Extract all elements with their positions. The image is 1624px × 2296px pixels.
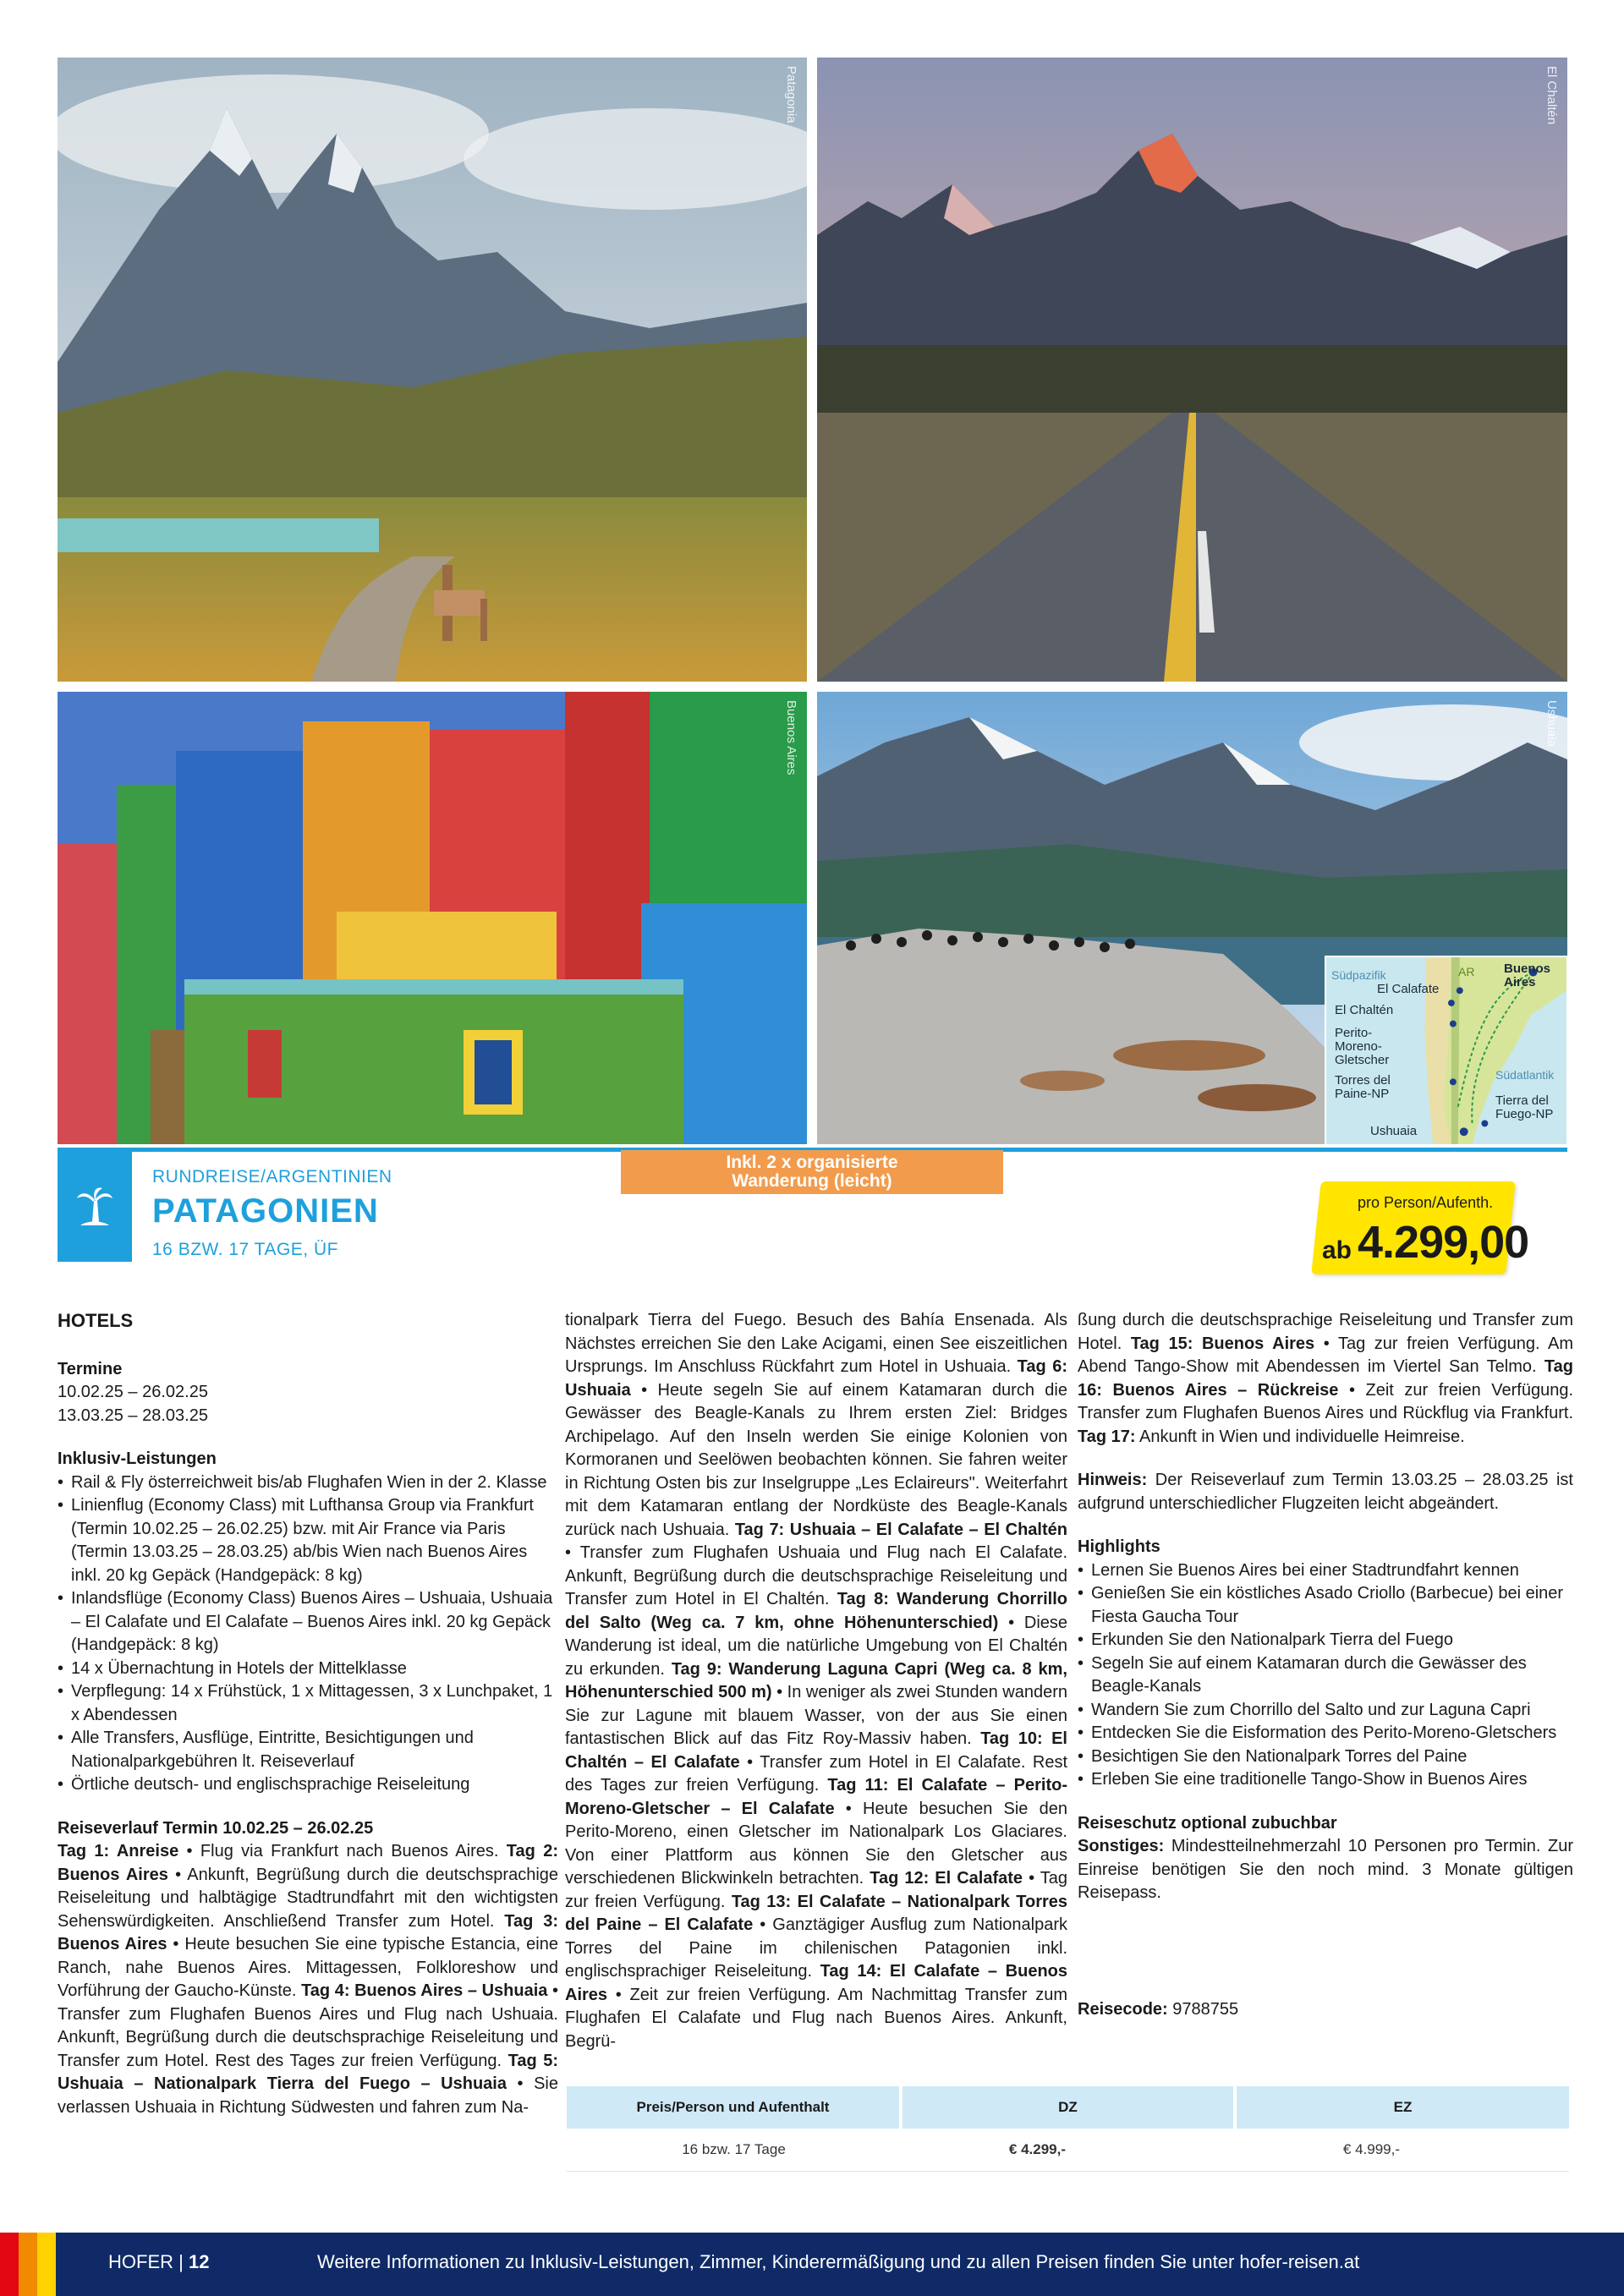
price-table bbox=[567, 2086, 1569, 2172]
itinerary-text bbox=[58, 1840, 558, 2119]
list-item: • Entdecken Sie die Eisformation des Perito-Moreno-Gletschers bbox=[1078, 1722, 1573, 1745]
footer-stripe-orange bbox=[19, 2233, 37, 2296]
day-text: • Heute segeln Sie auf einem Katamaran durch die Gewässer des Beagle-Kanals zu Ihrem ersten Ziel: Bridges Archipelago. Auf den Inseln werden Sie einige Kolonien von Kormoranen und Seelöwen beobachten können. Sie fahren weiter in Richtung Osten bis zur Inselgruppe „Les Eclaireurs". Weiterfahrt mit dem Katamaran entlang der Nordküste des Beagle-Kanals zurück nach Ushuaia. bbox=[565, 1380, 1067, 1539]
day-title: Tag 16: Buenos Aires – Rückreise bbox=[1078, 1357, 1573, 1400]
table-header-row bbox=[567, 2086, 1569, 2129]
reisecode bbox=[1078, 1998, 1573, 2022]
day-title: Tag 9: Wanderung Laguna Capri (Weg ca. 8 km, Höhenunterschied 500 m) bbox=[565, 1659, 1067, 1701]
map-label-el-calafate: El Calafate bbox=[1377, 982, 1440, 996]
day-text: • Heute besuchen Sie den Perito-Moreno, einen Gletscher im Nationalpark Los Glaciares. Von einer Plattform aus können Sie den Gletscher aus verschiedenen Blickwinkeln betrachten. bbox=[565, 1799, 1067, 1888]
list-item: • Segeln Sie auf einem Katamaran durch die Gewässer des Beagle-Kanals bbox=[1078, 1652, 1573, 1699]
itinerary-text bbox=[1078, 1309, 1573, 1449]
day-text: • Diese Wanderung ist ideal, um die natürliche Umgebung von El Chaltén zu erkunden. bbox=[565, 1613, 1068, 1679]
photo-caption: Patagonia bbox=[784, 66, 798, 123]
inklusiv-heading: Inklusiv-Leistungen bbox=[58, 1449, 217, 1468]
map-label-arg: AR bbox=[1458, 965, 1475, 978]
hiking-badge-line2: Wanderung (leicht) bbox=[732, 1171, 892, 1191]
day-title: Tag 13: El Calafate – Nationalpark Torres del Paine – El Calafate bbox=[565, 1892, 1068, 1934]
map-label-buenos-aires: Buenos Aires bbox=[1504, 962, 1551, 989]
price-label: pro Person/Aufenth. bbox=[1358, 1194, 1494, 1211]
hiking-badge bbox=[621, 1150, 1003, 1194]
footer-brand: HOFER | 12 bbox=[108, 2251, 210, 2272]
day-text: Ankunft in Wien und individuelle Heimreise. bbox=[1135, 1427, 1465, 1446]
day-title: Tag 14: El Calafate – Buenos Aires bbox=[565, 1962, 1068, 2004]
column-highlights-and-info bbox=[1078, 1309, 1573, 2021]
day-title: Tag 5: Ushuaia – Nationalpark Tierra del Fuego – Ushuaia bbox=[58, 2051, 558, 2093]
footer-stripe-red bbox=[0, 2233, 19, 2296]
list-item: • Genießen Sie ein köstliches Asado Criollo (Barbecue) bei einer Fiesta Gaucha Tour bbox=[1078, 1582, 1573, 1629]
day-text: • Zeit zur freien Verfügung. Transfer zum Flughafen Buenos Aires und Rückflug via Frankfurt. bbox=[1078, 1380, 1574, 1422]
day-text: • Ganztägiger Ausflug zum Nationalpark Torres del Paine im chilenischen Patagonien inkl. englischsprachiger Reiseleitung. bbox=[565, 1915, 1067, 1981]
day-title: Tag 6: Ushuaia bbox=[565, 1357, 1067, 1400]
list-item: • Erleben Sie eine traditionelle Tango-Show in Buenos Aires bbox=[1078, 1768, 1573, 1792]
map-label-perito-moreno: Perito-Moreno-Gletscher bbox=[1335, 1026, 1390, 1067]
highlights-heading: Highlights bbox=[1078, 1537, 1160, 1556]
price-prefix: ab bbox=[1322, 1236, 1352, 1264]
table-cell: € 4.299,- bbox=[901, 2129, 1235, 2171]
map-label-tierra-del-fuego: Tierra del Fuego-NP bbox=[1495, 1093, 1554, 1121]
hinweis-note bbox=[1078, 1469, 1573, 1515]
list-item: • Lernen Sie Buenos Aires bei einer Stadtrundfahrt kennen bbox=[1078, 1559, 1573, 1583]
itinerary-text bbox=[565, 1309, 1067, 2053]
brand-name: HOFER bbox=[108, 2251, 173, 2272]
map-label-el-chalten: El Chaltén bbox=[1335, 1003, 1394, 1017]
page-number: 12 bbox=[188, 2251, 210, 2272]
palm-tree-icon bbox=[75, 1185, 114, 1229]
day-text: • Sie verlassen Ushuaia in Richtung Südwesten und fahren zum Na- bbox=[58, 2074, 558, 2117]
list-item: • Rail & Fly österreichweit bis/ab Flughafen Wien in der 2. Klasse bbox=[58, 1471, 558, 1495]
itinerary-heading: Reiseverlauf Termin 10.02.25 – 26.02.25 bbox=[58, 1818, 374, 1838]
day-text: • Zeit zur freien Verfügung. Am Nachmittag Transfer zum Flughafen El Calafate und Flug nach Buenos Aires. Ankunft, Begrü- bbox=[565, 1985, 1067, 2051]
trip-category: RUNDREISE/ARGENTINIEN bbox=[152, 1167, 392, 1186]
column-hotels-and-itinerary bbox=[58, 1309, 558, 2119]
day-title: Tag 2: Buenos Aires bbox=[58, 1842, 558, 1884]
hiking-badge-line1: Inkl. 2 x organisierte bbox=[726, 1153, 898, 1172]
list-item: • Örtliche deutsch- und englischsprachige Reiseleitung bbox=[58, 1773, 558, 1797]
section-hotels: HOTELS bbox=[58, 1310, 134, 1331]
list-item: • Verpflegung: 14 x Frühstück, 1 x Mittagessen, 3 x Lunchpaket, 1 x Abendessen bbox=[58, 1680, 558, 1727]
day-text: tionalpark Tierra del Fuego. Besuch des Bahía Ensenada. Als Nächstes erreichen Sie den Lake Acigami, einen See eiszeitlichen Ursprungs. Im Anschluss Rückfahrt zum Hotel in Ushuaia. bbox=[565, 1311, 1067, 1376]
termin-date: 10.02.25 – 26.02.25 bbox=[58, 1383, 208, 1401]
category-icon-box bbox=[58, 1152, 132, 1262]
footer-info: Weitere Informationen zu Inklusiv-Leistungen, Zimmer, Kinderermäßigung und zu allen Preisen finden Sie unter hofer-reisen.at bbox=[317, 2251, 1360, 2272]
sonstiges-label: Sonstiges: bbox=[1078, 1837, 1165, 1855]
day-text: ßung durch die deutschsprachige Reiseleitung und Transfer zum Hotel. bbox=[1078, 1311, 1573, 1353]
termin-date: 13.03.25 – 28.03.25 bbox=[58, 1406, 208, 1425]
list-item: • Wandern Sie zum Chorrillo del Salto und zur Laguna Capri bbox=[1078, 1699, 1573, 1723]
trip-duration: 16 BZW. 17 TAGE, ÜF bbox=[152, 1240, 338, 1259]
photo-caption: Buenos Aires bbox=[784, 700, 798, 775]
termine-heading: Termine bbox=[58, 1359, 123, 1378]
day-title: Tag 17: bbox=[1078, 1427, 1136, 1446]
map-label-suedpazifik: Südpazifik bbox=[1331, 968, 1386, 982]
table-header: DZ bbox=[901, 2086, 1235, 2129]
photo-torres-del-paine bbox=[58, 58, 807, 682]
sonstiges-text: Mindestteilnehmerzahl 10 Personen pro Termin. Zur Einreise benötigen Sie den noch mind. 3 Monate gültigen Reisepass. bbox=[1078, 1837, 1573, 1902]
reisecode-value: 9788755 bbox=[1167, 1999, 1239, 2019]
day-text: • Transfer zum Flughafen Buenos Aires und Flug nach Ushuaia. Ankunft, Begrüßung durch die deutschsprachige Reiseleitung und Transfer zum Hotel. Rest des Tages zur freien Verfügung. bbox=[58, 1981, 558, 2070]
day-title: Tag 1: Anreise bbox=[58, 1842, 179, 1860]
day-title: Tag 7: Ushuaia – El Calafate – El Chaltén bbox=[734, 1520, 1067, 1539]
list-item: • Linienflug (Economy Class) mit Lufthansa Group via Frankfurt (Termin 10.02.25 – 26.02.25) bzw. mit Air France via Paris (Termin 13.03.25 – 28.03.25) ab/bis Wien nach Buenos Aires inkl. 20 kg Gepäck (Handgepäck: 8 kg) bbox=[58, 1494, 558, 1587]
day-title: Tag 3: Buenos Aires bbox=[58, 1911, 558, 1954]
map-label-torres-del-paine: Torres del Paine-NP bbox=[1335, 1073, 1391, 1101]
photo-el-chalten-road bbox=[817, 58, 1567, 682]
day-title: Tag 10: El Chaltén – El Calafate bbox=[565, 1729, 1067, 1772]
day-text: • Transfer zum Flughafen Ushuaia und Flug nach El Calafate. Ankunft, Begrüßung durch die deutschsprachige Reiseleitung und Transfer zum Hotel in El Chaltén. bbox=[565, 1543, 1067, 1608]
day-title: Tag 12: El Calafate bbox=[870, 1869, 1023, 1888]
table-row bbox=[567, 2129, 1569, 2171]
day-text: • Tag zur freien Verfügung. Am Abend Tango-Show mit Abendessen im Viertel San Telmo. bbox=[1078, 1334, 1573, 1376]
hinweis-label: Hinweis: bbox=[1078, 1471, 1148, 1489]
list-item: • Besichtigen Sie den Nationalpark Torres del Paine bbox=[1078, 1745, 1573, 1769]
table-cell: 16 bzw. 17 Tage bbox=[567, 2129, 901, 2171]
list-item: • 14 x Übernachtung in Hotels der Mittelklasse bbox=[58, 1658, 558, 1681]
table-header: Preis/Person und Aufenthalt bbox=[567, 2086, 901, 2129]
photo-caption: El Chaltén bbox=[1544, 66, 1559, 125]
hinweis-text: Der Reiseverlauf zum Termin 13.03.25 – 28.03.25 ist aufgrund unterschiedlicher Flugzeiten leicht abgeändert. bbox=[1078, 1471, 1573, 1513]
day-text: • Heute besuchen Sie eine typische Estancia, eine Ranch, nahe Buenos Aires. Mittagessen, Folkloreshow und Vorführung der Gaucho-Künste. bbox=[58, 1935, 558, 2000]
photo-caption: Ushuaia bbox=[1544, 700, 1559, 748]
day-text: • Tag zur freien Verfügung. bbox=[565, 1869, 1067, 1911]
price-value: 4.299,00 bbox=[1358, 1217, 1529, 1268]
highlights-list bbox=[1078, 1559, 1573, 1792]
map-label-suedatlantik: Südatlantik bbox=[1495, 1068, 1555, 1082]
list-item: • Inlandsflüge (Economy Class) Buenos Aires – Ushuaia, Ushuaia – El Calafate und El Calafate – Buenos Aires inkl. 20 kg Gepäck (Handgepäck: 8 kg) bbox=[58, 1587, 558, 1658]
day-title: Tag 11: El Calafate – Perito-Moreno-Gletscher – El Calafate bbox=[565, 1776, 1067, 1818]
list-item: • Erkunden Sie den Nationalpark Tierra del Fuego bbox=[1078, 1629, 1573, 1652]
table-cell: € 4.999,- bbox=[1235, 2129, 1569, 2171]
day-title: Tag 15: Buenos Aires bbox=[1130, 1334, 1315, 1353]
day-text: • In weniger als zwei Stunden wandern Sie zur Lagune mit blauem Wasser, von der aus Sie einen fantastischen Blick auf das Fitz Roy-Massiv haben. bbox=[565, 1683, 1067, 1748]
page-title: PATAGONIEN bbox=[152, 1192, 379, 1230]
day-text: • Ankunft, Begrüßung durch die deutschsprachige Reiseleitung und halbtägige Stadtrundfahrt mit den wichtigsten Sehenswürdigkeiten. Anschließend Transfer zum Hotel. bbox=[58, 1865, 559, 1931]
reiseschutz-heading: Reiseschutz optional zubuchbar bbox=[1078, 1813, 1337, 1833]
list-item: • Alle Transfers, Ausflüge, Eintritte, Besichtigungen und Nationalparkgebühren lt. Reiseverlauf bbox=[58, 1727, 558, 1773]
photo-buenos-aires-la-boca bbox=[58, 692, 807, 1144]
map-label-ushuaia: Ushuaia bbox=[1370, 1124, 1418, 1138]
inklusiv-list bbox=[58, 1471, 558, 1797]
day-title: Tag 4: Buenos Aires – Ushuaia bbox=[301, 1981, 548, 2000]
day-text: • Flug via Frankfurt nach Buenos Aires. bbox=[178, 1842, 507, 1860]
sonstiges-note bbox=[1078, 1835, 1573, 1905]
reisecode-label: Reisecode: bbox=[1078, 1999, 1168, 2019]
footer-stripe-yellow bbox=[37, 2233, 56, 2296]
column-itinerary-continued bbox=[565, 1309, 1067, 2053]
day-title: Tag 8: Wanderung Chorrillo del Salto (Weg ca. 7 km, ohne Höhenunterschied) bbox=[565, 1590, 1067, 1632]
table-header: EZ bbox=[1235, 2086, 1569, 2129]
day-text: • Transfer zum Hotel in El Calafate. Rest des Tages zur freien Verfügung. bbox=[565, 1752, 1068, 1795]
route-map bbox=[1325, 956, 1568, 1146]
